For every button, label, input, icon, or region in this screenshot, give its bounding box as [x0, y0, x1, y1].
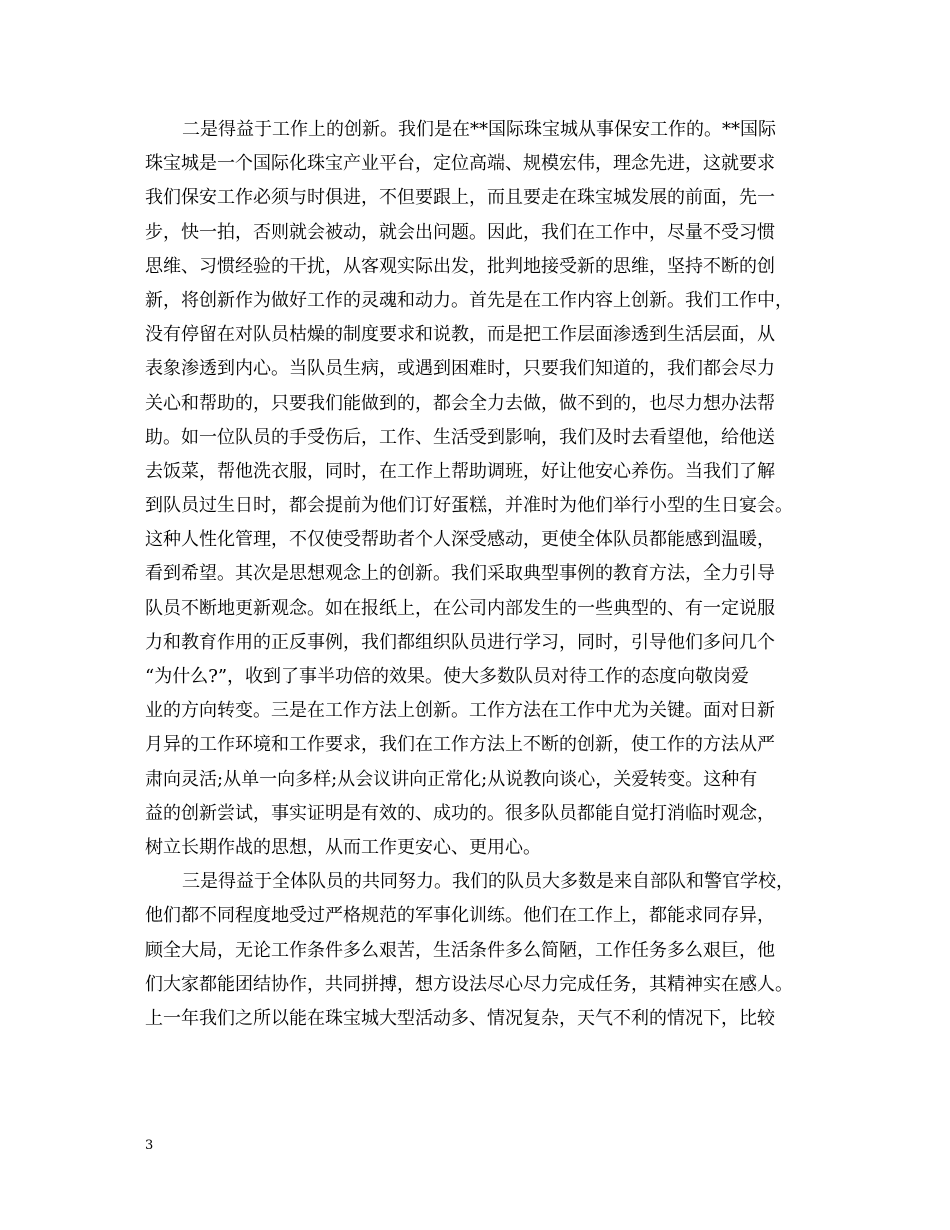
- paragraph-line: 队员不断地更新观念。如在报纸上，在公司内部发生的一些典型的、有一定说服: [145, 597, 775, 619]
- paragraph-line: 二是得益于工作上的创新。我们是在**国际珠宝城从事保安工作的。**国际: [182, 119, 776, 140]
- paragraph-line: 没有停留在对队员枯燥的制度要求和说教，而是把工作层面渗透到生活层面，从: [145, 324, 775, 346]
- paragraph-line: “为什么?”，收到了事半功倍的效果。使大多数队员对待工作的态度向敬岗爱: [145, 666, 750, 687]
- paragraph-line: 他们都不同程度地受过严格规范的军事化训练。他们在工作上，都能求同存异，: [145, 905, 775, 927]
- paragraph-line: 树立长期作战的思想，从而工作更安心、更用心。: [145, 836, 541, 858]
- paragraph-line: 去饭菜，帮他洗衣服，同时，在工作上帮助调班，好让他安心养伤。当我们了解: [145, 460, 775, 482]
- page-number: 3: [145, 1138, 154, 1153]
- paragraph-line: 业的方向转变。三是在工作方法上创新。工作方法在工作中尤为关键。面对日新: [145, 700, 775, 722]
- paragraph-line: 关心和帮助的，只要我们能做到的，都会全力去做，做不到的，也尽力想办法帮: [145, 392, 775, 414]
- paragraph-line: 步，快一拍，否则就会被动，就会出问题。因此，我们在工作中，尽量不受习惯: [145, 221, 775, 243]
- paragraph-line: 月异的工作环境和工作要求，我们在工作方法上不断的创新，使工作的方法从严: [145, 734, 775, 756]
- paragraph-line: 这种人性化管理，不仅使受帮助者个人深受感动，更使全体队员都能感到温暖，: [145, 529, 775, 551]
- paragraph-line: 益的创新尝试，事实证明是有效的、成功的。很多队员都能自觉打消临时观念，: [145, 802, 775, 824]
- paragraph-line: 表象渗透到内心。当队员生病，或遇到困难时，只要我们知道的，我们都会尽力: [145, 358, 775, 380]
- paragraph-line: 到队员过生日时，都会提前为他们订好蛋糕，并准时为他们举行小型的生日宴会。: [145, 495, 793, 517]
- paragraph-line: 顾全大局，无论工作条件多么艰苦，生活条件多么简陋，工作任务多么艰巨，他: [145, 939, 775, 961]
- paragraph-line: 我们保安工作必须与时俱进，不但要跟上，而且要走在珠宝城发展的前面，先一: [145, 187, 775, 209]
- paragraph-line: 珠宝城是一个国际化珠宝产业平台，定位高端、规模宏伟，理念先进，这就要求: [145, 153, 775, 175]
- paragraph-line: 助。如一位队员的手受伤后，工作、生活受到影响，我们及时去看望他，给他送: [145, 426, 775, 448]
- paragraph-line: 上一年我们之所以能在珠宝城大型活动多、情况复杂，天气不利的情况下，比较: [145, 1007, 775, 1029]
- paragraph-line: 思维、习惯经验的干扰，从客观实际出发，批判地接受新的思维，坚持不断的创: [145, 255, 775, 277]
- paragraph-line: 看到希望。其次是思想观念上的创新。我们采取典型事例的教育方法，全力引导: [145, 563, 775, 585]
- paragraph-line: 肃向灵活;从单一向多样;从会议讲向正常化;从说教向谈心，关爱转变。这种有: [145, 768, 758, 790]
- paragraph-line: 三是得益于全体队员的共同努力。我们的队员大多数是来自部队和警官学校，: [182, 871, 794, 893]
- body-text: [145, 113, 815, 1036]
- paragraph-line: 新，将创新作为做好工作的灵魂和动力。首先是在工作内容上创新。我们工作中，: [145, 289, 793, 311]
- paragraph-line: 们大家都能团结协作，共同拼搏，想方设法尽心尽力完成任务，其精神实在感人。: [145, 973, 793, 995]
- paragraph-line: 力和教育作用的正反事例，我们都组织队员进行学习，同时，引导他们多问几个: [145, 631, 775, 653]
